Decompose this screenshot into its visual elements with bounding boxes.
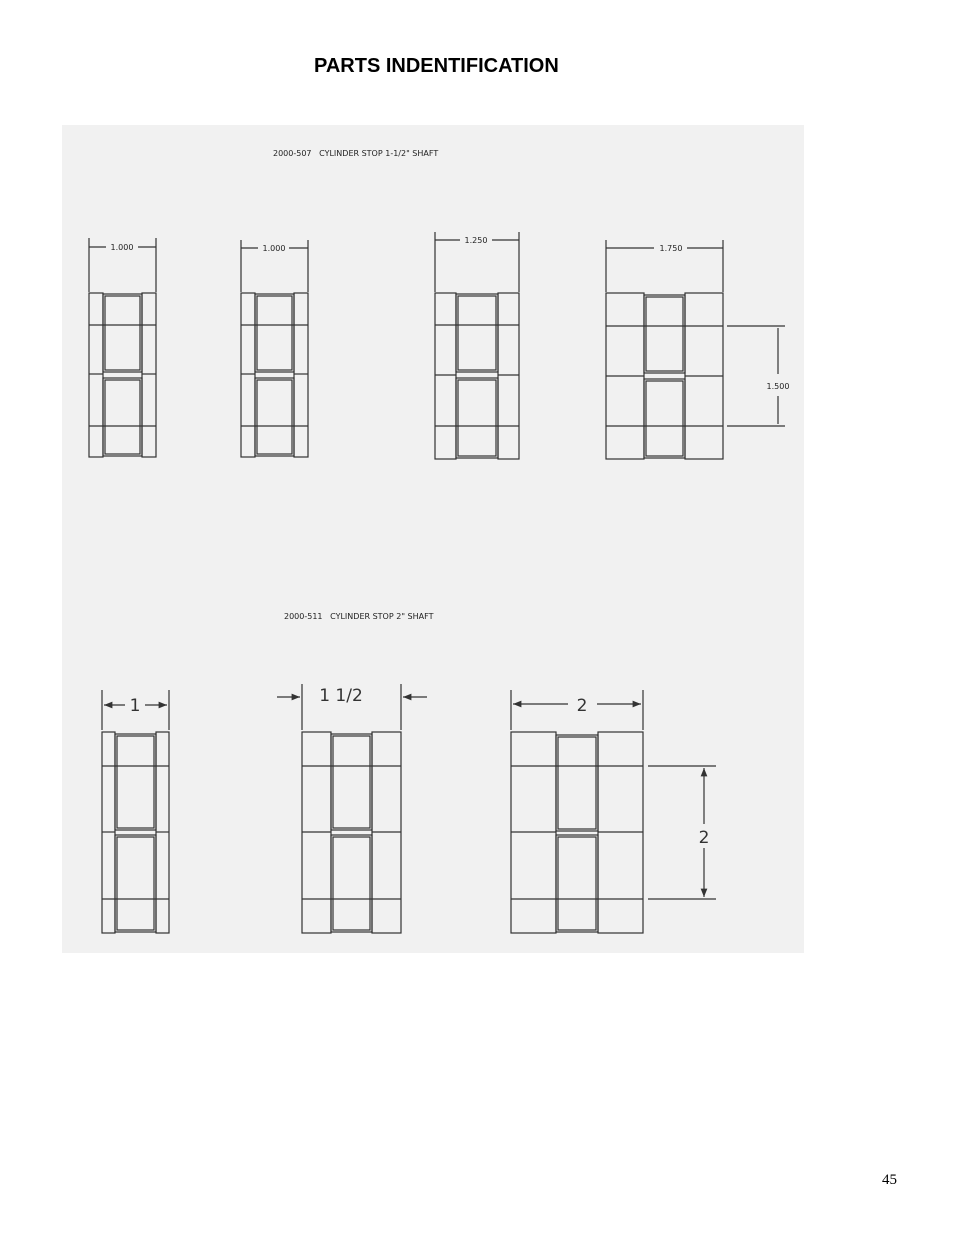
part-1-1-2 bbox=[302, 732, 401, 933]
caption-2000-511: 2000-511 CYLINDER STOP 2" SHAFT bbox=[284, 612, 434, 621]
part-1-000-b bbox=[241, 293, 308, 457]
part-1 bbox=[102, 732, 169, 933]
dim-label-1-000-a: 1.000 bbox=[110, 243, 134, 252]
dim-label-height-2: 2 bbox=[698, 828, 710, 848]
dim-label-1-750: 1.750 bbox=[659, 244, 683, 253]
dim-label-1-1-2: 1 1/2 bbox=[319, 686, 363, 706]
page-title: PARTS INDENTIFICATION bbox=[314, 55, 559, 77]
dim-label-1: 1 bbox=[129, 696, 141, 716]
dim-label-1-250: 1.250 bbox=[464, 236, 488, 245]
part-1-250 bbox=[435, 293, 519, 459]
part-2 bbox=[511, 732, 643, 933]
part-1-750 bbox=[606, 293, 723, 459]
dim-label-1-500: 1.500 bbox=[766, 382, 790, 391]
caption-2000-507: 2000-507 CYLINDER STOP 1-1/2" SHAFT bbox=[273, 149, 439, 158]
page-number: 45 bbox=[882, 1172, 897, 1188]
dim-height-1-500 bbox=[727, 326, 785, 426]
dim-label-1-000-b: 1.000 bbox=[262, 244, 286, 253]
dim-label-2: 2 bbox=[576, 696, 588, 716]
part-1-000-a bbox=[89, 293, 156, 457]
